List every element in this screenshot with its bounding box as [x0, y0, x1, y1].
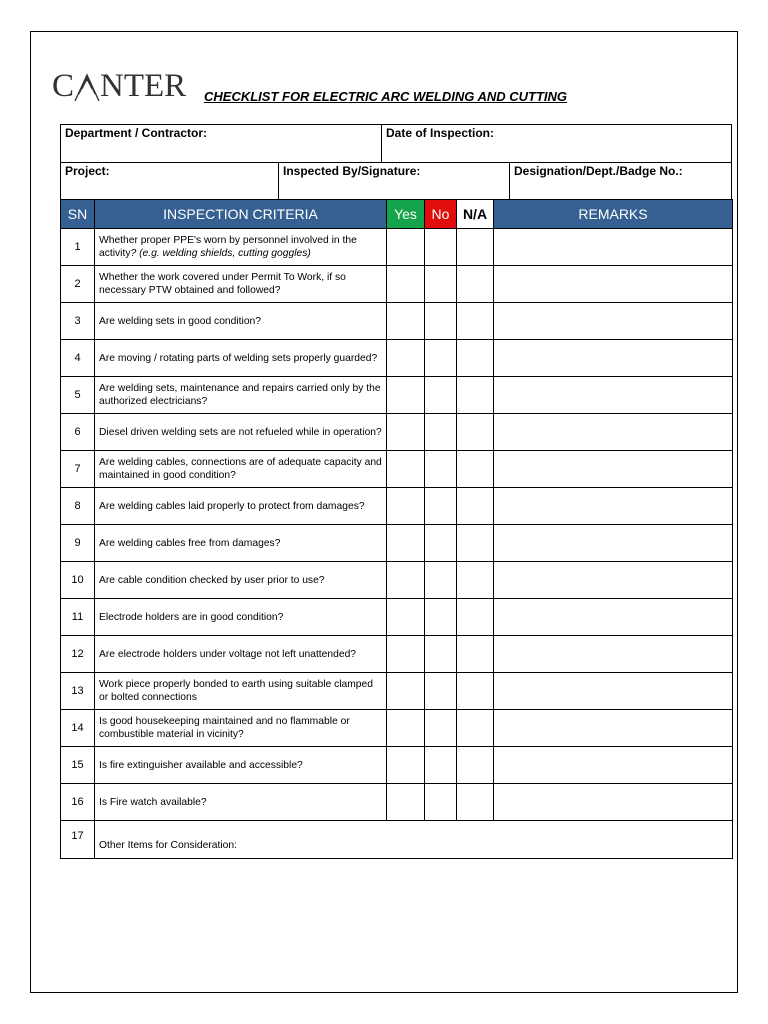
no-cell[interactable]	[425, 636, 457, 673]
remarks-cell[interactable]	[494, 229, 733, 266]
na-cell[interactable]	[457, 377, 494, 414]
logo-arrow-icon	[74, 72, 100, 102]
criteria-cell	[95, 673, 387, 710]
logo-letters-right: NTER	[100, 68, 187, 104]
yes-cell[interactable]	[387, 266, 425, 303]
table-row	[61, 525, 733, 562]
yes-cell[interactable]	[387, 562, 425, 599]
criteria-text: Are welding cables laid properly to protect from damages?	[99, 500, 365, 512]
table-row	[61, 377, 733, 414]
designation-field[interactable]	[509, 162, 732, 200]
criteria-cell	[95, 636, 387, 673]
na-cell[interactable]	[457, 488, 494, 525]
yes-cell[interactable]	[387, 488, 425, 525]
designation-label: Designation/Dept./Badge No.:	[514, 164, 683, 178]
no-cell[interactable]	[425, 747, 457, 784]
criteria-cell	[95, 525, 387, 562]
no-cell[interactable]	[425, 303, 457, 340]
yes-cell[interactable]	[387, 784, 425, 821]
no-cell[interactable]	[425, 710, 457, 747]
other-items-label: Other Items for Consideration:	[99, 840, 237, 851]
yes-cell[interactable]	[387, 525, 425, 562]
na-cell[interactable]	[457, 710, 494, 747]
criteria-cell	[95, 266, 387, 303]
criteria-cell	[95, 784, 387, 821]
sn-cell: 5	[61, 377, 95, 414]
sn-cell: 7	[61, 451, 95, 488]
criteria-text: Diesel driven welding sets are not refueled while in operation?	[99, 426, 382, 438]
remarks-cell[interactable]	[494, 673, 733, 710]
remarks-cell[interactable]	[494, 636, 733, 673]
table-row	[61, 562, 733, 599]
no-cell[interactable]	[425, 784, 457, 821]
criteria-header: INSPECTION CRITERIA	[95, 200, 387, 229]
no-cell[interactable]	[425, 377, 457, 414]
sn-cell: 1	[61, 229, 95, 266]
remarks-cell[interactable]	[494, 266, 733, 303]
criteria-cell	[95, 303, 387, 340]
company-logo	[52, 70, 186, 103]
criteria-cell	[95, 414, 387, 451]
criteria-cell	[95, 377, 387, 414]
other-items-row	[61, 821, 733, 859]
table-row	[61, 340, 733, 377]
no-cell[interactable]	[425, 599, 457, 636]
remarks-cell[interactable]	[494, 303, 733, 340]
table-row	[61, 710, 733, 747]
table-header-row	[61, 200, 733, 229]
no-cell[interactable]	[425, 562, 457, 599]
criteria-text: Are welding sets in good condition?	[99, 315, 261, 327]
yes-cell[interactable]	[387, 451, 425, 488]
table-row	[61, 229, 733, 266]
criteria-cell	[95, 599, 387, 636]
remarks-cell[interactable]	[494, 451, 733, 488]
date-label: Date of Inspection:	[386, 126, 495, 140]
criteria-text: Are welding cables, connections are of adequate capacity and maintained in good condition?	[99, 457, 382, 481]
na-cell[interactable]	[457, 525, 494, 562]
criteria-cell	[95, 710, 387, 747]
yes-header: Yes	[387, 200, 425, 229]
remarks-cell[interactable]	[494, 784, 733, 821]
yes-cell[interactable]	[387, 414, 425, 451]
criteria-text: Are welding sets, maintenance and repairs carried only by the authorized electricians?	[99, 383, 381, 407]
page-title: CHECKLIST FOR ELECTRIC ARC WELDING AND CUTTING	[204, 89, 568, 104]
remarks-cell[interactable]	[494, 710, 733, 747]
table-row	[61, 636, 733, 673]
table-row	[61, 599, 733, 636]
sn-cell: 3	[61, 303, 95, 340]
yes-cell[interactable]	[387, 377, 425, 414]
no-cell[interactable]	[425, 673, 457, 710]
na-cell[interactable]	[457, 266, 494, 303]
no-cell[interactable]	[425, 340, 457, 377]
criteria-cell	[95, 340, 387, 377]
inspected-by-label: Inspected By/Signature:	[283, 164, 421, 178]
criteria-text: Is fire extinguisher available and accessible?	[99, 759, 303, 771]
sn-cell: 11	[61, 599, 95, 636]
criteria-text: Whether the work covered under Permit To Work, if so necessary PTW obtained and followed?	[99, 272, 346, 296]
criteria-text: Are welding cables free from damages?	[99, 537, 281, 549]
criteria-text: Are electrode holders under voltage not left unattended?	[99, 648, 357, 660]
no-cell[interactable]	[425, 266, 457, 303]
na-header: N/A	[457, 200, 494, 229]
remarks-header: REMARKS	[494, 200, 733, 229]
sn-cell: 13	[61, 673, 95, 710]
yes-cell[interactable]	[387, 340, 425, 377]
department-label: Department / Contractor:	[65, 126, 208, 140]
yes-cell[interactable]	[387, 636, 425, 673]
no-cell[interactable]	[425, 525, 457, 562]
sn-cell: 17	[61, 821, 95, 859]
criteria-text: Is Fire watch available?	[99, 796, 207, 808]
table-row	[61, 414, 733, 451]
sn-cell: 8	[61, 488, 95, 525]
na-cell[interactable]	[457, 229, 494, 266]
remarks-cell[interactable]	[494, 414, 733, 451]
criteria-cell	[95, 451, 387, 488]
project-label: Project:	[65, 164, 110, 178]
no-header: No	[425, 200, 457, 229]
na-cell[interactable]	[457, 599, 494, 636]
sn-header: SN	[61, 200, 95, 229]
remarks-cell[interactable]	[494, 747, 733, 784]
sn-cell: 2	[61, 266, 95, 303]
sn-cell: 16	[61, 784, 95, 821]
yes-cell[interactable]	[387, 710, 425, 747]
department-field[interactable]	[60, 124, 382, 163]
na-cell[interactable]	[457, 673, 494, 710]
remarks-cell[interactable]	[494, 525, 733, 562]
sn-cell: 10	[61, 562, 95, 599]
criteria-text: Work piece properly bonded to earth using suitable clamped or bolted connections	[99, 679, 373, 703]
criteria-cell	[95, 747, 387, 784]
yes-cell[interactable]	[387, 229, 425, 266]
other-items-cell[interactable]	[95, 821, 733, 859]
no-cell[interactable]	[425, 229, 457, 266]
na-cell[interactable]	[457, 784, 494, 821]
na-cell[interactable]	[457, 747, 494, 784]
table-row	[61, 784, 733, 821]
yes-cell[interactable]	[387, 303, 425, 340]
sn-cell: 6	[61, 414, 95, 451]
inspected-by-field[interactable]	[278, 162, 510, 200]
remarks-cell[interactable]	[494, 377, 733, 414]
yes-cell[interactable]	[387, 673, 425, 710]
checklist-table	[60, 199, 733, 859]
criteria-cell	[95, 488, 387, 525]
no-cell[interactable]	[425, 451, 457, 488]
criteria-text: Are moving / rotating parts of welding sets properly guarded?	[99, 352, 378, 364]
project-field[interactable]	[60, 162, 279, 200]
date-field[interactable]	[381, 124, 732, 163]
yes-cell[interactable]	[387, 747, 425, 784]
table-row	[61, 451, 733, 488]
table-row	[61, 673, 733, 710]
sn-cell: 4	[61, 340, 95, 377]
na-cell[interactable]	[457, 451, 494, 488]
sn-cell: 15	[61, 747, 95, 784]
criteria-text: Is good housekeeping maintained and no flammable or combustible material in vicinity?	[99, 716, 350, 740]
criteria-text: Are cable condition checked by user prior to use?	[99, 574, 325, 586]
logo-letter-left: C	[52, 68, 75, 104]
criteria-cell	[95, 229, 387, 266]
na-cell[interactable]	[457, 562, 494, 599]
na-cell[interactable]	[457, 340, 494, 377]
remarks-cell[interactable]	[494, 488, 733, 525]
table-row	[61, 266, 733, 303]
criteria-cell	[95, 562, 387, 599]
sn-cell: 9	[61, 525, 95, 562]
criteria-text: Electrode holders are in good condition?	[99, 611, 284, 623]
criteria-text: Whether proper PPE's worn by personnel involved in the activity	[99, 235, 357, 259]
sn-cell: 12	[61, 636, 95, 673]
criteria-example: ? (e.g. welding shields, cutting goggles)	[130, 248, 311, 259]
no-cell[interactable]	[425, 414, 457, 451]
remarks-cell[interactable]	[494, 599, 733, 636]
remarks-cell[interactable]	[494, 562, 733, 599]
table-row	[61, 303, 733, 340]
sn-cell: 14	[61, 710, 95, 747]
table-row	[61, 488, 733, 525]
yes-cell[interactable]	[387, 599, 425, 636]
table-row	[61, 747, 733, 784]
remarks-cell[interactable]	[494, 340, 733, 377]
no-cell[interactable]	[425, 488, 457, 525]
na-cell[interactable]	[457, 636, 494, 673]
na-cell[interactable]	[457, 414, 494, 451]
na-cell[interactable]	[457, 303, 494, 340]
